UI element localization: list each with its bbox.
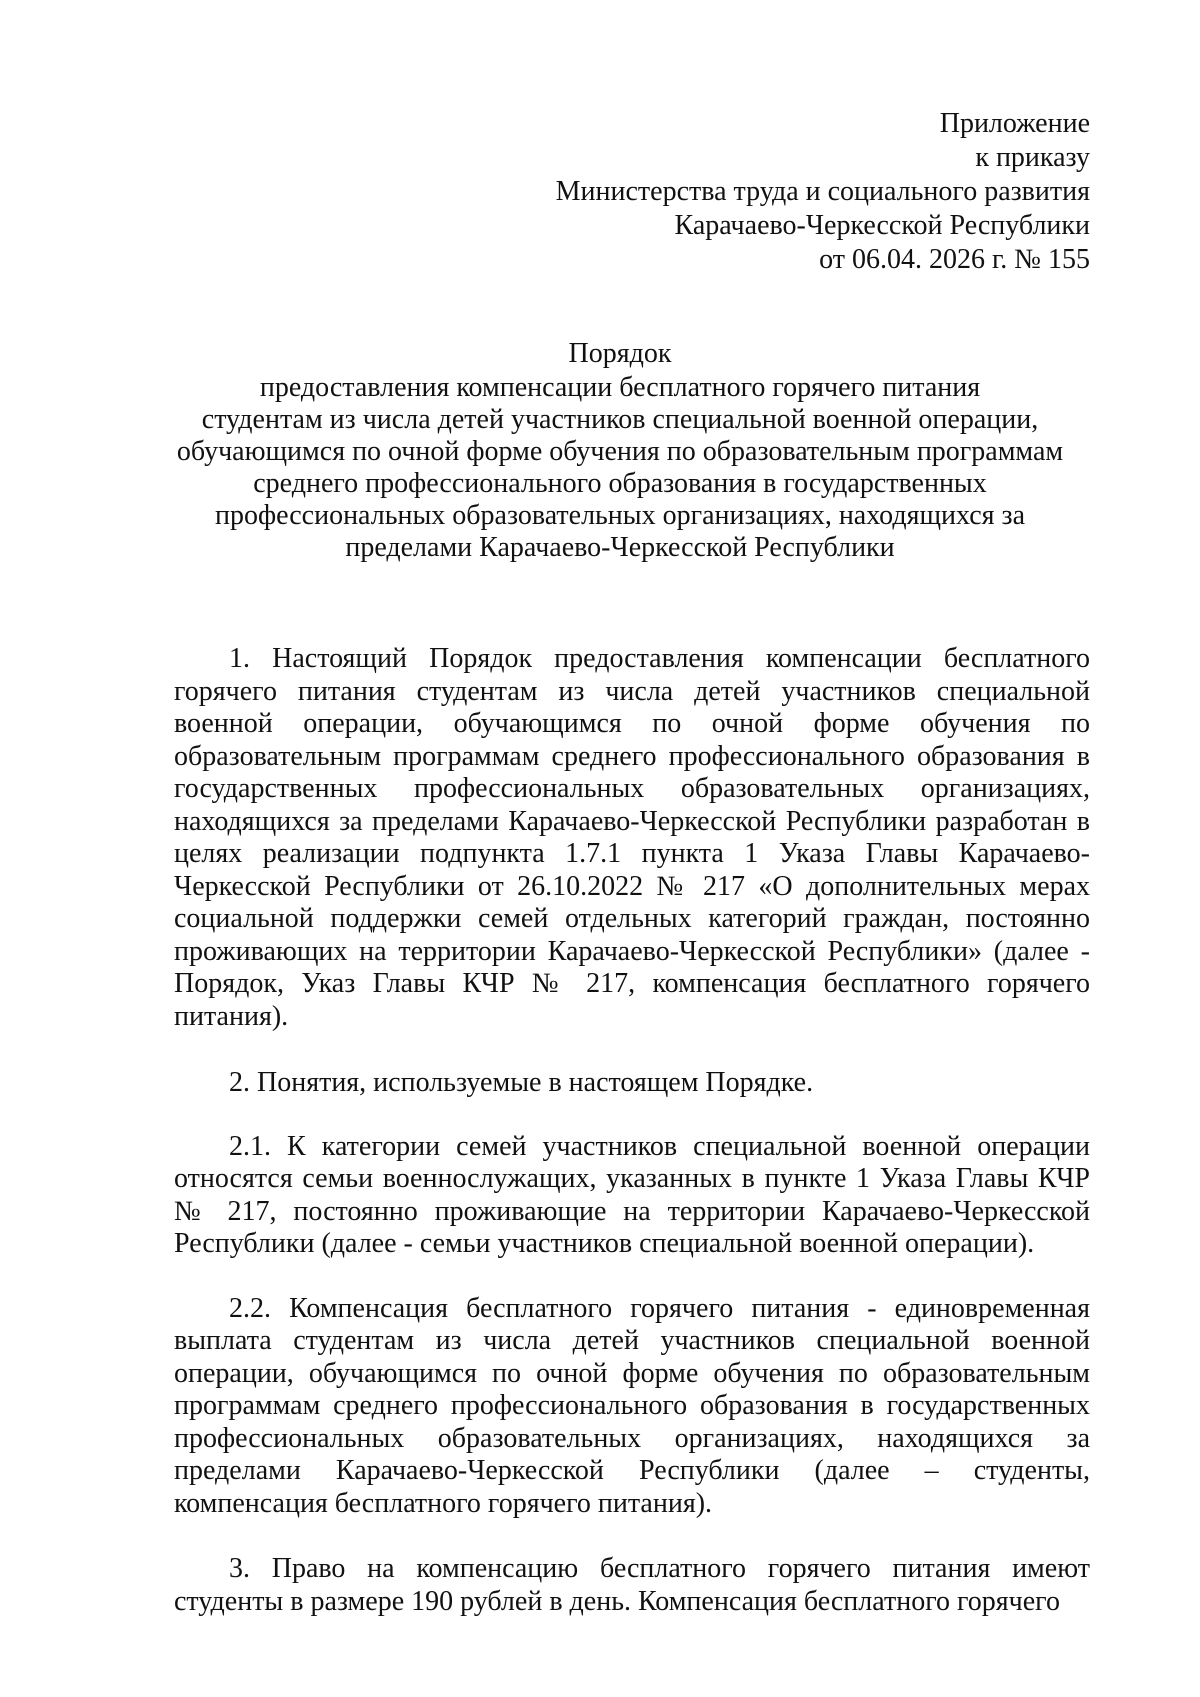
document-title — [170, 338, 1070, 564]
header-order-date-number: от 06.04. 2026 г. № 155 — [819, 244, 1090, 275]
header-appendix-label: Приложение — [939, 108, 1090, 139]
paragraph-2-2: 2.2. Компенсация бесплатного горячего питания - единовременная выплата студентам из числа детей участников специальной военной операции, обучающимся по очной форме обучения по образовательным программам среднего профессионального образования в государственных профессиональных образовательных организациях, находящихся за пределами Карачаево-Черкесской Республики (далее – студенты, компенсация бесплатного горячего питания). — [174, 1292, 1090, 1519]
paragraph-3: 3. Право на компенсацию бесплатного горячего питания имеют студенты в размере 190 рублей в день. Компенсация бесплатного горячего — [174, 1553, 1090, 1617]
header-ministry: Министерства труда и социального развития — [555, 176, 1090, 207]
title-line: обучающимся по очной форме обучения по образовательным программам — [176, 436, 1064, 467]
header-order-reference: к приказу — [975, 142, 1090, 173]
document-body — [174, 643, 1090, 1618]
header-republic: Карачаево-Черкесской Республики — [674, 210, 1090, 241]
paragraph-2-1: 2.1. К категории семей участников специальной военной операции относятся семьи военнослужащих, указанных в пункте 1 Указа Главы КЧР № 217, постоянно проживающие на территории Карачаево-Черкесской Республики (далее - семьи участников специальной военной операции). — [174, 1130, 1090, 1259]
title-line: профессиональных образовательных организациях, находящихся за — [214, 500, 1026, 531]
title-line: среднего профессионального образования в государственных — [253, 468, 987, 499]
title-main: Порядок — [568, 338, 672, 369]
document-header — [556, 107, 1090, 277]
paragraph-1: 1. Настоящий Порядок предоставления компенсации бесплатного горячего питания студентам из числа детей участников специальной военной операции, обучающимся по очной форме обучения по образовательным программам среднего профессионального образования в государственных профессиональных образовательных организациях, находящихся за пределами Карачаево-Черкесской Республики разработан в целях реализации подпункта 1.7.1 пункта 1 Указа Главы Карачаево-Черкесской Республики от 26.10.2022 № 217 «О дополнительных мерах социальной поддержки семей отдельных категорий граждан, постоянно проживающих на территории Карачаево-Черкесской Республики» (далее - Порядок, Указ Главы КЧР № 217, компенсация бесплатного горячего питания). — [174, 643, 1090, 1032]
title-line: студентам из числа детей участников специальной военной операции, — [201, 404, 1039, 435]
title-line: предоставления компенсации бесплатного горячего питания — [259, 372, 981, 403]
title-line: пределами Карачаево-Черкесской Республики — [345, 532, 895, 563]
paragraph-2: 2. Понятия, используемые в настоящем Порядке. — [229, 1067, 814, 1098]
